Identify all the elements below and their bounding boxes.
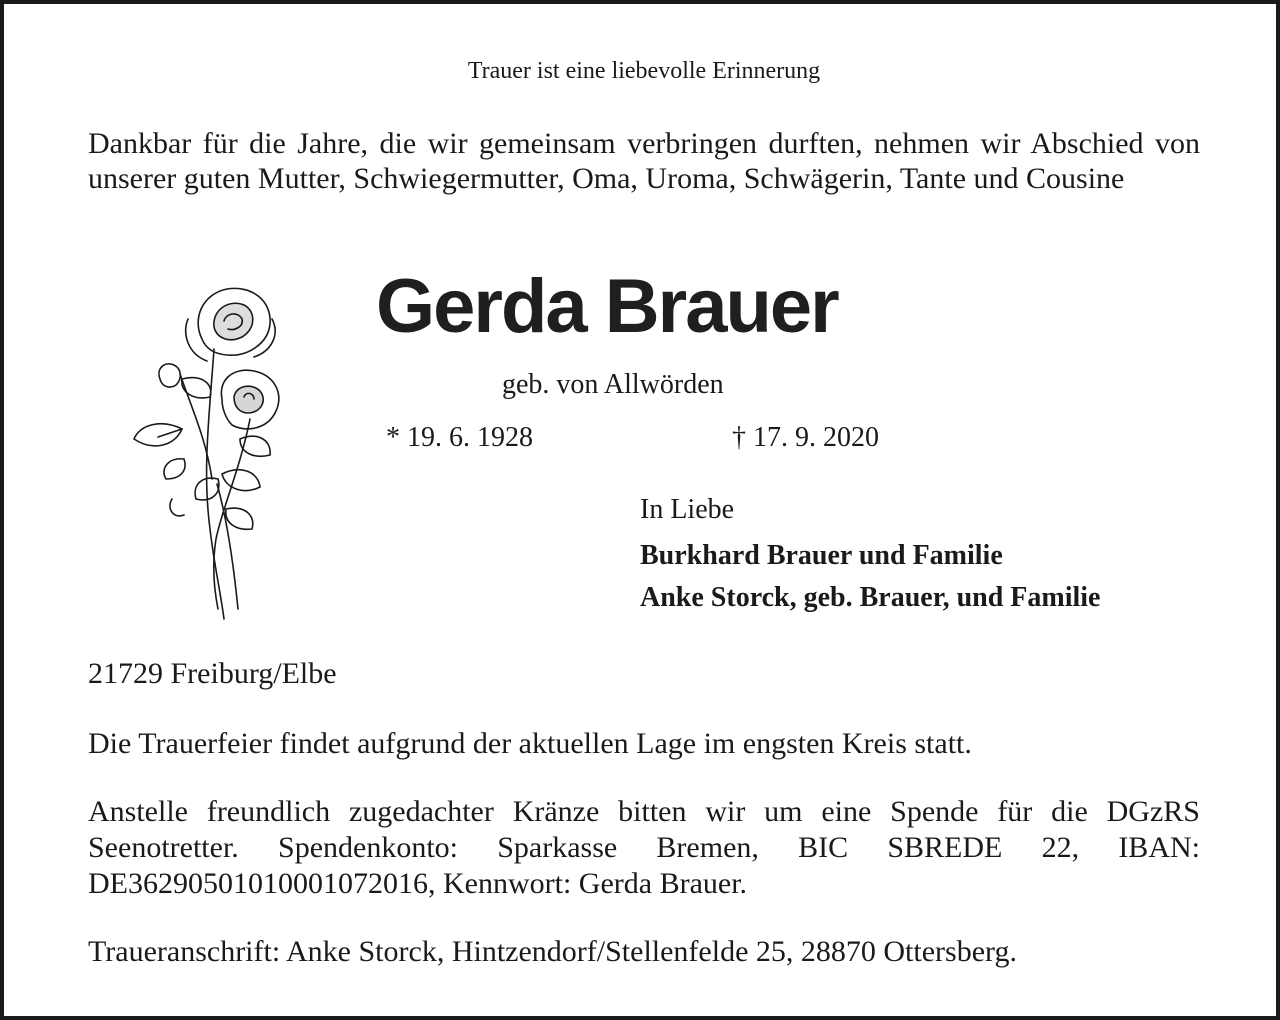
- motto: Trauer ist eine liebevolle Erinnerung: [467, 58, 821, 84]
- family-line: Anke Storck, geb. Brauer, und Familie: [640, 582, 1101, 613]
- roses-icon: [122, 279, 302, 624]
- deceased-name: Gerda Brauer: [376, 264, 838, 349]
- donation-note: Anstelle freundlich zugedachter Kränze bitten wir um eine Spende für die DGzRS Seenotretter. Spendenkonto: Sparkasse Bremen, BIC SBREDE 22, IBAN: DE36290501010001072016, Kennwort: Gerda Brauer.: [88, 795, 1200, 900]
- family-line: Burkhard Brauer und Familie: [640, 540, 1003, 571]
- mourning-address: Traueranschrift: Anke Storck, Hintzendorf/Stellenfelde 25, 28870 Ottersberg.: [88, 935, 1017, 968]
- signoff: In Liebe: [640, 494, 735, 525]
- birth-name: geb. von Allwörden: [502, 369, 724, 400]
- ceremony-note: Die Trauerfeier findet aufgrund der aktuellen Lage im engsten Kreis statt.: [88, 727, 972, 760]
- place: 21729 Freiburg/Elbe: [88, 657, 337, 690]
- death-date: † 17. 9. 2020: [732, 422, 879, 453]
- birth-date: * 19. 6. 1928: [386, 422, 533, 453]
- intro-text: Dankbar für die Jahre, die wir gemeinsam verbringen durften, nehmen wir Abschied von unserer guten Mutter, Schwiegermutter, Oma, Uroma, Schwägerin, Tante und Cousine: [88, 127, 1200, 195]
